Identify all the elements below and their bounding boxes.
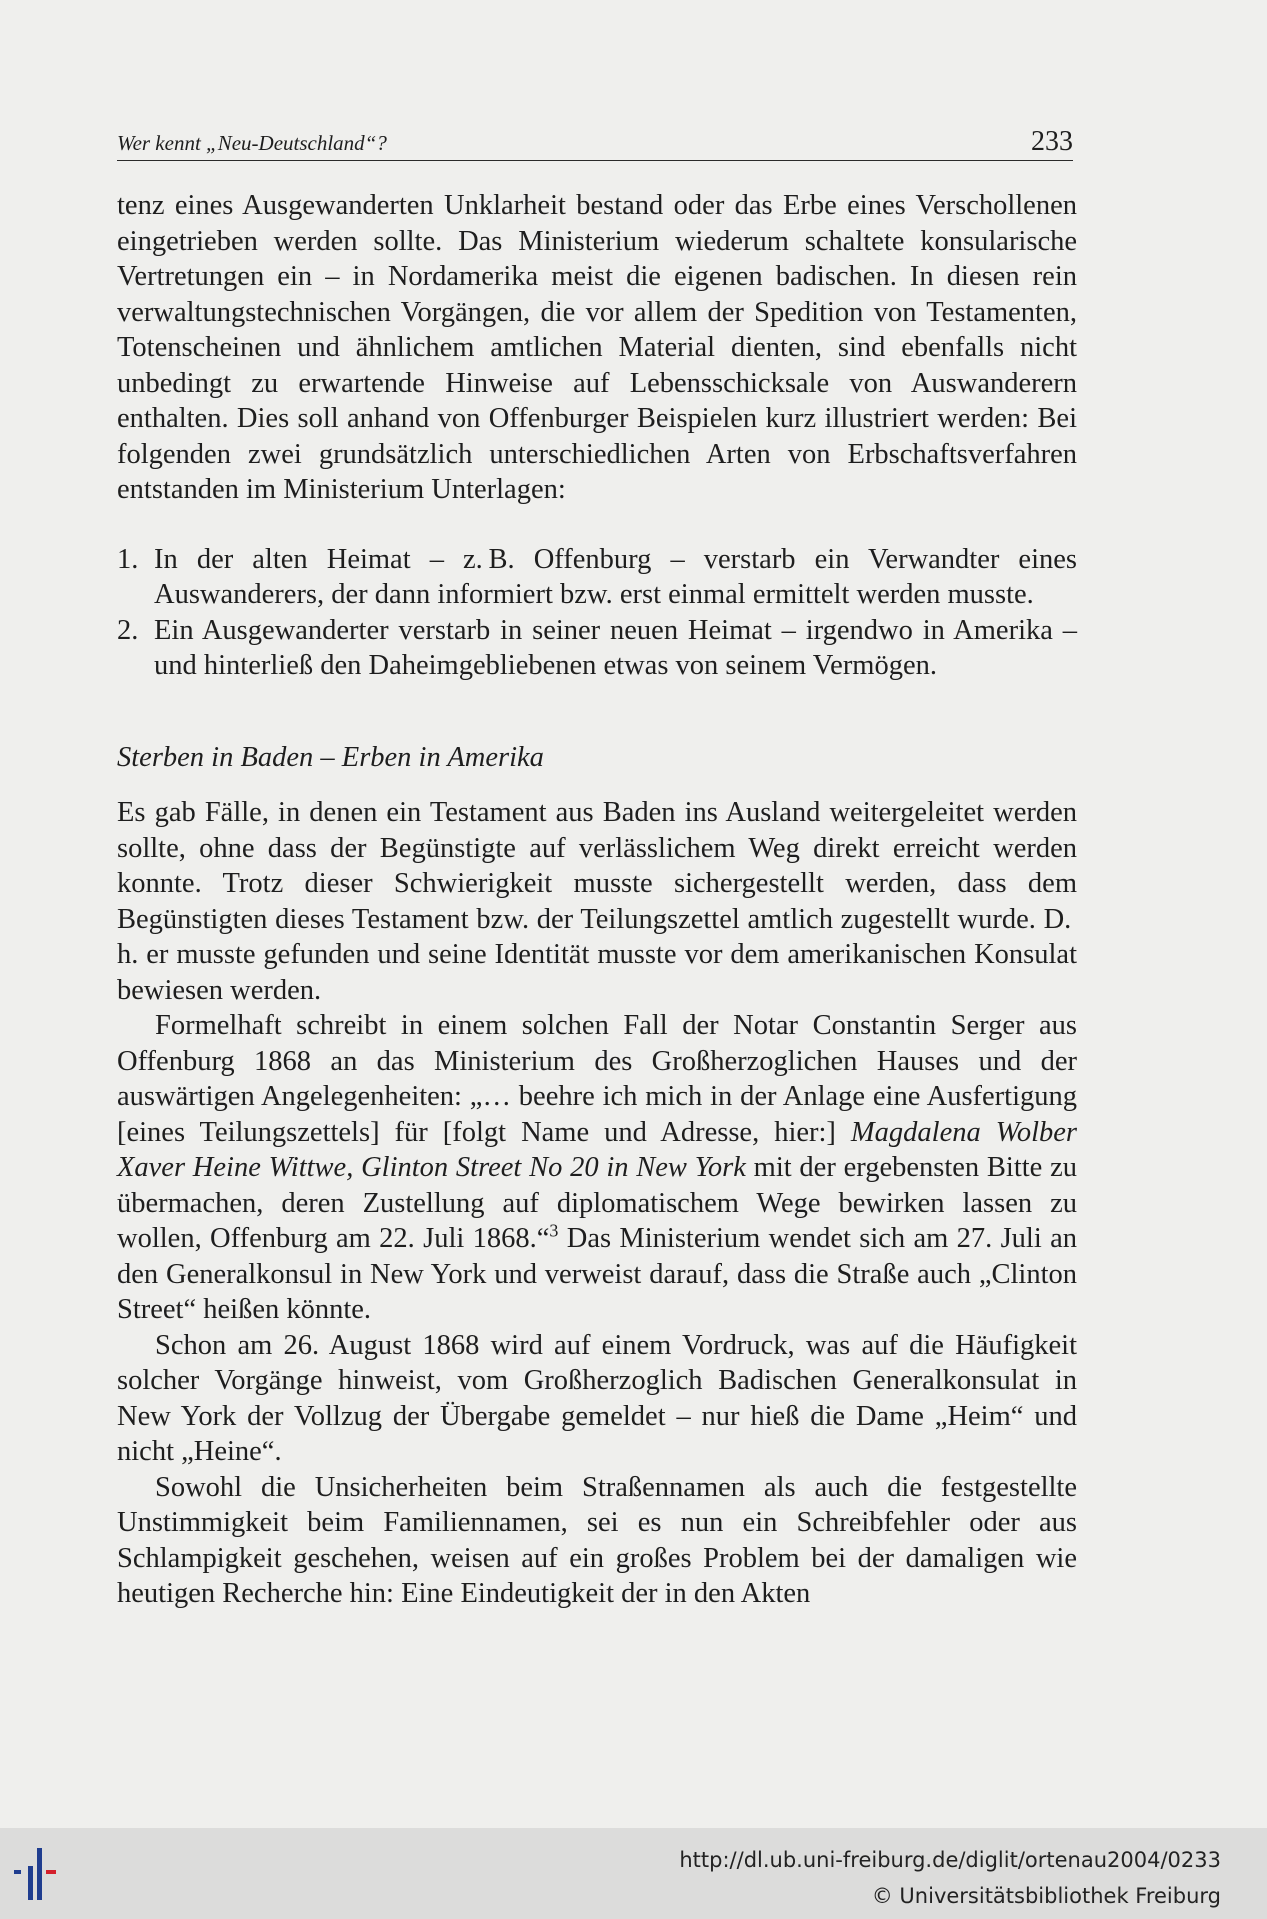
running-title: Wer kennt „Neu-Deutschland“? [117, 131, 387, 155]
list-item [117, 613, 1077, 684]
page-number: 233 [1031, 126, 1073, 157]
source-url-link[interactable]: http://dl.ub.uni-freiburg.de/diglit/ortenau2004/0233 [679, 1848, 1221, 1872]
paragraph-tail: Das Ministerium wendet sich am 27. Juli an den Generalkonsul in New York und verweist darauf, dass die Straße auch „Clinton Street“ heißen könnte. [117, 1223, 1077, 1325]
address-italic: Magdalena Wolber Xaver Heine Wittwe, Glinton Street No 20 in New York [117, 1116, 1077, 1183]
ub-freiburg-logo-icon [10, 1844, 80, 1904]
quote-text-cont: mit der ergebensten Bitte zu übermachen, deren Zustellung auf diplomatischem Wege bewirken lassen zu wollen, Offenburg am 22. Juli 1868.“ [117, 1152, 1077, 1254]
body-text [117, 188, 1077, 1612]
list-item-text: Ein Ausgewanderter verstarb in seiner neuen Heimat – irgendwo in Amerika – und hinterließ den Daheimgebliebenen etwas von seinem Vermögen. [154, 614, 1077, 681]
list-number: 2. [117, 614, 139, 646]
paragraph: tenz eines Ausgewanderten Unklarheit bestand oder das Erbe eines Verschollenen eingetrieben werden sollte. Das Ministerium wiederum schaltete konsularische Vertretungen ein – in Nordamerika meist die eigenen badischen. In diesen rein verwaltungstechnischen Vorgängen, die vor allem der Spedition von Testamenten, Totenscheinen und ähnlichem amtlichen Material dienten, sind ebenfalls nicht unbedingt zu erwartende Hinweise auf Lebensschicksale von Auswanderern enthalten. Dies soll anhand von Offenburger Beispielen kurz illustriert werden: Bei folgenden zwei grundsätzlich unterschiedlichen Arten von Erbschaftsverfahren entstanden im Ministerium Unterlagen: [117, 190, 1077, 505]
section-heading: Sterben in Baden – Erben in Amerika [117, 741, 544, 773]
copyright-notice: © Universitätsbibliothek Freiburg [871, 1884, 1221, 1908]
page-header [117, 118, 1073, 161]
list-item [117, 542, 1077, 613]
paragraph-with-quote [117, 1008, 1077, 1328]
paragraph: Sowohl die Unsicherheiten beim Straßennamen als auch die festgestellte Unstimmigkeit beim Familiennamen, sei es nun ein Schreibfehler oder aus Schlampigkeit geschehen, weisen auf ein großes Problem bei der damaligen wie heutigen Recherche hin: Eine Eindeutigkeit der in den Akten [117, 1471, 1077, 1609]
quote-text: Formelhaft schreibt in einem solchen Fall der Notar Constantin Serger aus Offenburg 1868 an das Ministerium des Großherzoglichen Hauses und der auswärtigen Angelegenheiten: „… beehre ich mich in der Anlage eine Ausfertigung [eines Teilungszettels] für [folgt Name und Adresse, hier:] [117, 1010, 1077, 1148]
footnote-marker[interactable]: 3 [549, 1220, 559, 1241]
footer-bar [0, 1828, 1267, 1919]
list-item-text: In der alten Heimat – z. B. Offenburg – verstarb ein Verwandter eines Auswanderers, der dann informiert bzw. erst einmal ermittelt werden musste. [154, 543, 1077, 610]
numbered-list [117, 542, 1077, 684]
paragraph: Schon am 26. August 1868 wird auf einem Vordruck, was auf die Häufigkeit solcher Vorgänge hinweist, vom Großherzoglich Badischen Generalkonsulat in New York der Vollzug der Übergabe gemeldet – nur hieß die Dame „Heim“ und nicht „Heine“. [117, 1329, 1077, 1467]
list-number: 1. [117, 543, 139, 575]
paragraph: Es gab Fälle, in denen ein Testament aus Baden ins Ausland weitergeleitet werden sollte, ohne dass der Begünstigte auf verlässlichem Weg direkt erreicht werden konnte. Trotz dieser Schwierigkeit musste sichergestellt werden, dass dem Begünstigten dieses Testament bzw. der Teilungszettel amtlich zugestellt wurde. D. h. er musste gefunden und seine Identität musste vor dem amerikanischen Konsulat bewiesen werden. [117, 797, 1077, 1006]
